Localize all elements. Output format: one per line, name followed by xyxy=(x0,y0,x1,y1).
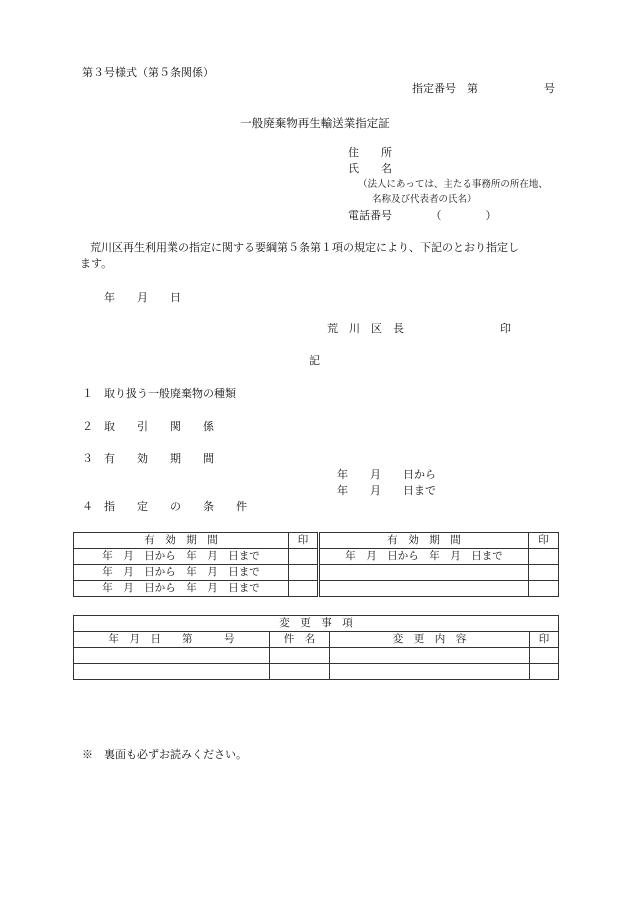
header-seal: 印 xyxy=(289,533,319,549)
mayor-seal: 印 xyxy=(500,322,511,335)
mayor-title: 荒 川 区 長 xyxy=(327,322,404,335)
ki-marker: 記 xyxy=(309,354,320,367)
body-line-1: 荒川区再生利用業の指定に関する要綱第５条第１項の規定により、下記のとおり指定し xyxy=(90,241,519,254)
period-cell: 年 月 日から 年 月 日まで xyxy=(319,549,529,565)
item-1: １ 取り扱う一般廃棄物の種類 xyxy=(82,387,236,400)
seal-cell xyxy=(529,581,559,597)
period-cell xyxy=(319,581,529,597)
table-row xyxy=(74,664,559,680)
col-item: 件 名 xyxy=(270,632,330,648)
header-seal: 印 xyxy=(529,533,559,549)
period-cell: 年 月 日から 年 月 日まで xyxy=(74,549,289,565)
validity-period-table xyxy=(73,532,559,597)
body-line-2: ます。 xyxy=(80,257,113,270)
seal-cell xyxy=(530,664,559,680)
name-label: 氏 名 xyxy=(348,162,392,175)
address-label: 住 所 xyxy=(348,146,392,159)
period-cell: 年 月 日から 年 月 日まで xyxy=(74,581,289,597)
change-table-title: 変 更 事 項 xyxy=(74,616,559,632)
table-row xyxy=(74,581,559,597)
validity-until: 年 月 日まで xyxy=(337,484,436,497)
seal-cell xyxy=(289,549,319,565)
item-3: ３ 有 効 期 間 xyxy=(82,452,214,465)
item-cell xyxy=(270,648,330,664)
corporate-note-line2: 名称及び代表者の氏名） xyxy=(372,194,477,205)
content-cell xyxy=(330,648,530,664)
seal-cell xyxy=(289,565,319,581)
change-items-table xyxy=(73,615,559,680)
table-row xyxy=(74,549,559,565)
content-cell xyxy=(330,664,530,680)
table-row xyxy=(74,533,559,549)
document-title: 一般廃棄物再生輸送業指定証 xyxy=(240,116,390,130)
date-cell xyxy=(74,664,270,680)
designation-number: 指定番号 第 号 xyxy=(412,82,555,95)
col-date: 年 月 日 第 号 xyxy=(74,632,270,648)
validity-from: 年 月 日から xyxy=(337,468,436,481)
footer-note: ※ 裏面も必ずお読みください。 xyxy=(82,748,247,761)
seal-cell xyxy=(530,648,559,664)
seal-cell xyxy=(529,565,559,581)
period-cell xyxy=(319,565,529,581)
col-content: 変 更 内 容 xyxy=(330,632,530,648)
table-row xyxy=(74,616,559,632)
corporate-note-line1: （法人にあっては、主たる事務所の所在地、 xyxy=(358,179,548,190)
item-cell xyxy=(270,664,330,680)
date-cell xyxy=(74,648,270,664)
header-period: 有 効 期 間 xyxy=(74,533,289,549)
form-number: 第３号様式（第５条関係） xyxy=(82,66,214,79)
item-2: ２ 取 引 関 係 xyxy=(82,420,214,433)
item-4: ４ 指 定 の 条 件 xyxy=(82,500,247,513)
table-row xyxy=(74,632,559,648)
table-row xyxy=(74,648,559,664)
seal-cell xyxy=(529,549,559,565)
col-seal: 印 xyxy=(530,632,559,648)
table-row xyxy=(74,565,559,581)
seal-cell xyxy=(289,581,319,597)
issue-date: 年 月 日 xyxy=(104,291,181,304)
phone-label: 電話番号 （ ） xyxy=(348,209,497,222)
header-period: 有 効 期 間 xyxy=(319,533,529,549)
period-cell: 年 月 日から 年 月 日まで xyxy=(74,565,289,581)
